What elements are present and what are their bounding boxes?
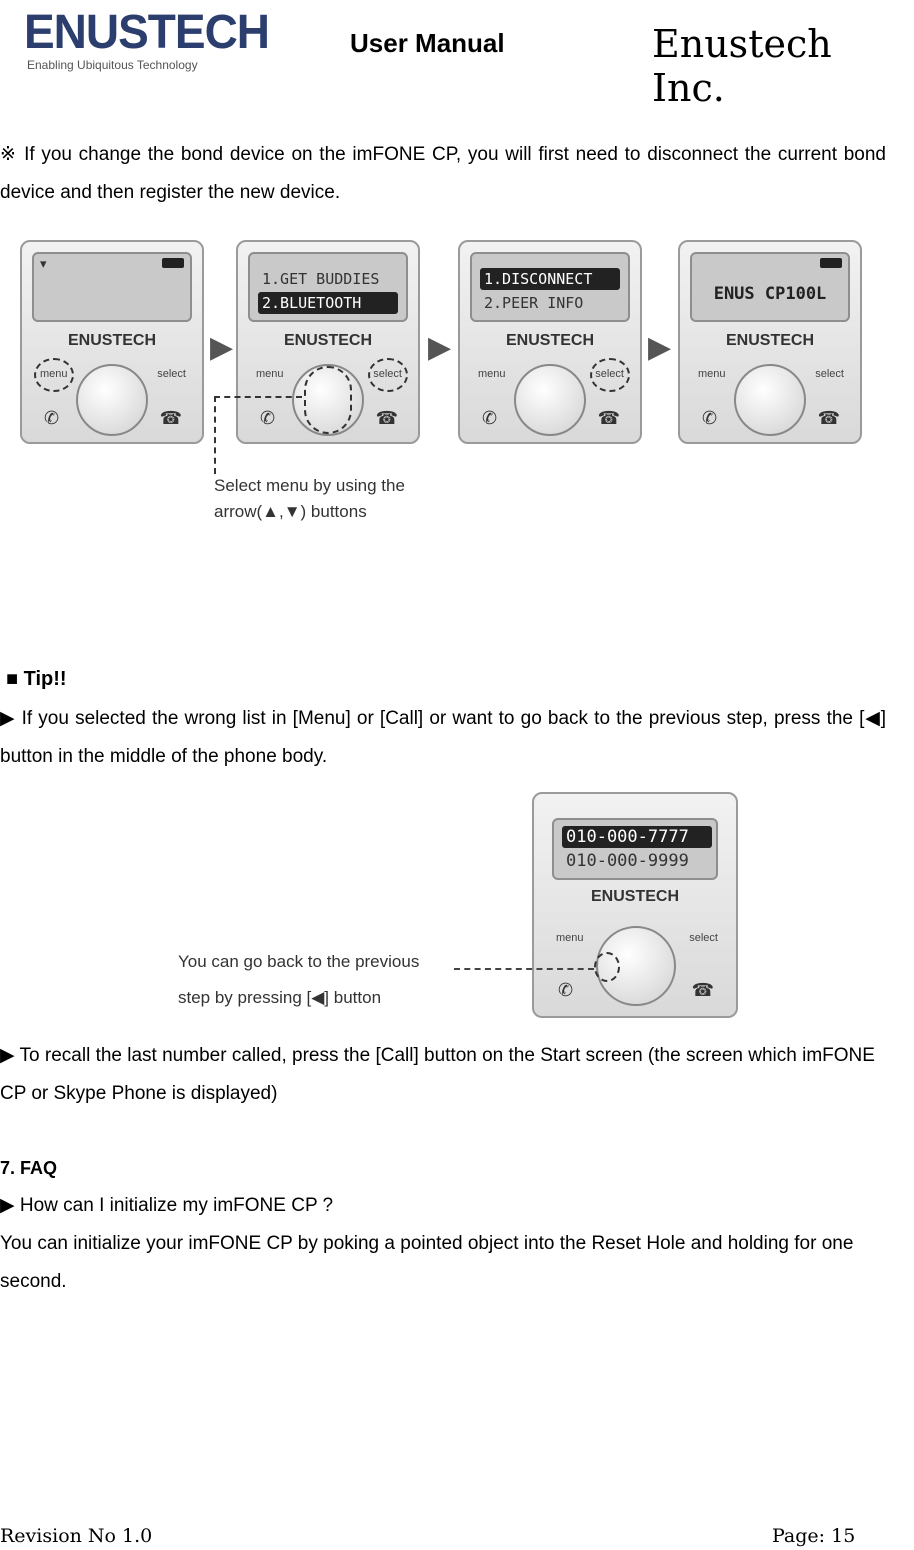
number-line-1: 010-000-7777: [562, 826, 712, 848]
go-back-figure: [170, 788, 750, 1020]
end-call-icon: ☎: [597, 408, 620, 428]
phone-brand: ENUSTECH: [505, 332, 594, 349]
tip-text-recall: ▶ To recall the last number called, press the [Call] button on the Start screen (the screen which imFONE CP or Skype Phone is displayed): [0, 1045, 875, 1104]
call-icon: ✆: [44, 408, 60, 428]
menu-key-label: menu: [698, 368, 726, 380]
select-highlight: [590, 358, 630, 392]
select-key-label: select: [595, 368, 624, 380]
phone-lcd: [248, 252, 408, 322]
number-line-2: 010-000-9999: [566, 851, 689, 871]
faq-question: ▶ How can I initialize my imFONE CP ?: [0, 1195, 334, 1216]
step-arrow-icon: ▶: [210, 331, 234, 364]
menu-line-2: 2.BLUETOOTH: [258, 292, 398, 314]
menu-line-1: 1.DISCONNECT: [480, 268, 620, 290]
company-logo: ENUSTECH: [24, 3, 270, 59]
phone-brand: ENUSTECH: [283, 332, 372, 349]
end-call-icon: ☎: [375, 408, 398, 428]
menu-line-1: 1.GET BUDDIES: [262, 270, 380, 288]
phone-brand: ENUSTECH: [725, 332, 814, 349]
figure-caption-line-2: arrow(▲,▼) buttons: [214, 502, 367, 521]
figure-caption-line-1: Select menu by using the: [214, 476, 405, 495]
select-key-label: select: [689, 932, 718, 944]
faq-answer: You can initialize your imFONE CP by poking a pointed object into the Reset Hole and holding for one second.: [0, 1233, 854, 1292]
bond-device-note: ※ If you change the bond device on the imFONE CP, you will first need to disconnect the current bond device and then register the new device.: [0, 144, 886, 203]
phone-brand: ENUSTECH: [67, 332, 156, 349]
revision-number: Revision No 1.0: [0, 1525, 153, 1547]
arrow-keys-highlight: [304, 366, 352, 434]
select-highlight: [368, 358, 408, 392]
tip-text-back: ▶ If you selected the wrong list in [Menu] or [Call] or want to go back to the previous step, press the [◀] button in the middle of the phone body.: [0, 708, 886, 767]
menu-sequence-figure: [0, 230, 900, 530]
select-key-label: select: [373, 368, 402, 380]
phone-start-screen: [20, 240, 204, 444]
menu-key-label: menu: [556, 932, 584, 944]
callout-line: [214, 396, 216, 474]
phone-disconnected-screen: [678, 240, 862, 444]
page-number: Page: 15: [772, 1525, 856, 1547]
call-icon: ✆: [482, 408, 498, 428]
select-key-label: select: [815, 368, 844, 380]
end-call-icon: ☎: [159, 408, 182, 428]
phone-bluetooth-screen: [458, 240, 642, 444]
menu-line-2: 2.PEER INFO: [484, 294, 584, 312]
tip-heading: ■ Tip!!: [6, 668, 67, 690]
phone-lcd: [690, 252, 850, 322]
step-arrow-icon: ▶: [648, 331, 672, 364]
menu-key-label: menu: [40, 368, 68, 380]
select-key-label: select: [157, 368, 186, 380]
navigation-dial: [76, 364, 148, 436]
phone-lcd: [32, 252, 192, 322]
callout-line: [454, 968, 594, 970]
call-icon: ✆: [702, 408, 718, 428]
signal-icon: ▾: [40, 256, 47, 271]
menu-key-label: menu: [256, 368, 284, 380]
phone-number-screen: [532, 792, 738, 1018]
step-arrow-icon: ▶: [428, 331, 452, 364]
figure-caption-line-1: You can go back to the previous: [178, 952, 420, 971]
navigation-dial: [514, 364, 586, 436]
battery-icon: [820, 258, 842, 268]
phone-lcd: [470, 252, 630, 322]
navigation-dial: [734, 364, 806, 436]
faq-heading: 7. FAQ: [0, 1158, 58, 1178]
phone-menu-screen: [236, 240, 420, 444]
phone-brand: ENUSTECH: [590, 888, 679, 905]
callout-line: [214, 396, 302, 398]
end-call-icon: ☎: [817, 408, 840, 428]
menu-highlight: [34, 358, 74, 392]
device-name: ENUS CP100L: [713, 284, 827, 304]
logo-tagline: Enabling Ubiquitous Technology: [27, 58, 198, 72]
menu-key-label: menu: [478, 368, 506, 380]
call-icon: ✆: [260, 408, 276, 428]
document-title: User Manual: [350, 28, 505, 58]
end-call-icon: ☎: [691, 980, 714, 1000]
figure-caption-line-2: step by pressing [◀] button: [178, 988, 382, 1007]
call-icon: ✆: [558, 980, 574, 1000]
battery-icon: [162, 258, 184, 268]
phone-lcd: [552, 818, 718, 880]
company-name: Enustech Inc.: [652, 22, 832, 110]
left-key-highlight: [594, 952, 620, 982]
